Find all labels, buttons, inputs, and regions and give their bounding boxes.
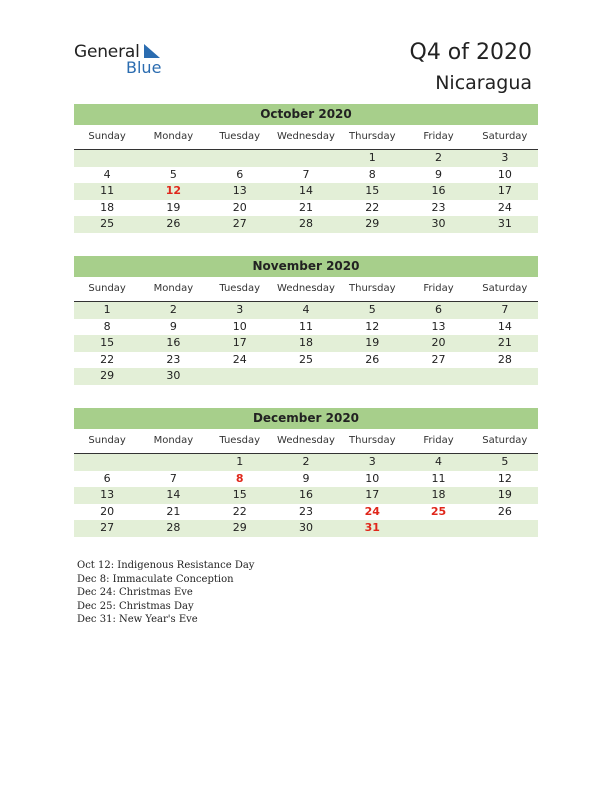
day-cell: [140, 454, 206, 471]
day-cell: 5: [169, 167, 177, 181]
weekday-label: Tuesday: [219, 283, 261, 294]
day-cell: 7: [501, 303, 509, 316]
day-cell: 23: [298, 504, 313, 518]
week-row: [74, 454, 538, 471]
day-cell: [74, 454, 140, 471]
day-cell: 10: [365, 471, 380, 485]
day-cell: 6: [103, 471, 111, 485]
weekday-label: Saturday: [482, 283, 528, 294]
day-cell: 27: [100, 521, 115, 535]
day-cell: 23: [431, 200, 446, 214]
day-cell: 15: [100, 336, 115, 350]
week-row: [74, 200, 538, 217]
day-cell: 27: [232, 217, 247, 231]
weekday-label: Sunday: [88, 131, 126, 142]
day-cell: 18: [100, 200, 115, 214]
weekday-label: Sunday: [88, 435, 126, 446]
week-row: [74, 150, 538, 167]
day-cell: 6: [236, 167, 244, 181]
day-cell: 13: [232, 184, 247, 198]
day-cell: 7: [169, 471, 177, 485]
day-cell: 13: [431, 319, 446, 333]
day-cell: 30: [166, 369, 181, 383]
day-cell: [273, 150, 339, 167]
day-cell: [472, 520, 538, 537]
day-cell: 16: [166, 336, 181, 350]
day-cell: 14: [298, 184, 313, 198]
day-cell: 6: [435, 303, 443, 316]
day-cell: 20: [100, 504, 115, 518]
weekday-label: Saturday: [482, 131, 528, 142]
day-cell: 27: [431, 352, 446, 366]
day-cell: 7: [302, 167, 310, 181]
day-cell: 2: [169, 303, 177, 316]
day-cell: [207, 150, 273, 167]
holiday-note: Dec 24: Christmas Eve: [77, 587, 193, 599]
day-cell: 11: [100, 184, 115, 198]
day-cell: 28: [497, 352, 512, 366]
day-cell: 1: [236, 455, 244, 468]
holiday-note: Oct 12: Indigenous Resistance Day: [77, 560, 255, 571]
week-row: [74, 167, 538, 184]
holiday-note: Dec 31: New Year's Eve: [77, 614, 198, 626]
day-cell: 11: [298, 319, 313, 333]
day-cell: 10: [232, 319, 247, 333]
weekday-label: Friday: [423, 283, 454, 294]
day-cell: 24: [364, 504, 380, 518]
day-cell: 29: [232, 521, 247, 535]
weekday-header-row: [74, 281, 538, 302]
week-row: [74, 302, 538, 319]
day-cell: 21: [497, 336, 512, 350]
day-cell: 3: [501, 151, 509, 164]
week-row: [74, 352, 538, 369]
weekday-label: Tuesday: [219, 131, 261, 142]
weekday-label: Monday: [153, 435, 194, 446]
day-cell: 8: [368, 167, 376, 181]
day-cell: 31: [364, 521, 380, 535]
weekday-label: Saturday: [482, 435, 528, 446]
day-cell: 16: [431, 184, 446, 198]
page-title: Q4 of 2020: [409, 40, 532, 65]
day-cell: 4: [103, 167, 111, 181]
day-cell: [273, 368, 339, 385]
day-cell: 22: [365, 200, 380, 214]
day-cell: 17: [232, 336, 247, 350]
day-cell: 13: [100, 488, 115, 502]
week-row: [74, 504, 538, 521]
day-cell: [74, 150, 140, 167]
month-calendar: [74, 104, 538, 233]
month-title: November 2020: [74, 256, 538, 277]
week-row: [74, 471, 538, 488]
day-cell: 30: [431, 217, 446, 231]
day-cell: 19: [497, 488, 512, 502]
day-cell: 5: [501, 455, 509, 468]
day-cell: 9: [435, 167, 443, 181]
day-cell: 24: [497, 200, 512, 214]
day-cell: 29: [100, 369, 115, 383]
day-cell: 30: [298, 521, 313, 535]
month-title: October 2020: [74, 104, 538, 125]
weekday-label: Tuesday: [219, 435, 261, 446]
day-cell: 1: [368, 151, 376, 164]
weekday-label: Wednesday: [277, 131, 335, 142]
day-cell: 14: [166, 488, 181, 502]
weekday-label: Friday: [423, 435, 454, 446]
holiday-note: Dec 25: Christmas Day: [77, 600, 194, 612]
day-cell: 15: [232, 488, 247, 502]
day-cell: 21: [166, 504, 181, 518]
day-cell: 22: [100, 352, 115, 366]
day-cell: 11: [431, 471, 446, 485]
weekday-label: Thursday: [349, 435, 396, 446]
week-row: [74, 335, 538, 352]
day-cell: 24: [232, 352, 247, 366]
weekday-label: Friday: [423, 131, 454, 142]
day-cell: 16: [298, 488, 313, 502]
country-subtitle: Nicaragua: [435, 72, 532, 94]
day-cell: 2: [435, 151, 443, 164]
day-cell: 28: [166, 521, 181, 535]
day-cell: 17: [365, 488, 380, 502]
day-cell: 20: [232, 200, 247, 214]
day-cell: 9: [169, 319, 177, 333]
weekday-label: Monday: [153, 283, 194, 294]
day-cell: 26: [497, 504, 512, 518]
day-cell: 21: [298, 200, 313, 214]
day-cell: [405, 368, 471, 385]
weekday-header-row: [74, 433, 538, 454]
week-row: [74, 368, 538, 385]
week-row: [74, 520, 538, 537]
week-row: [74, 319, 538, 336]
day-cell: 9: [302, 471, 310, 485]
weekday-label: Wednesday: [277, 435, 335, 446]
month-title: December 2020: [74, 408, 538, 429]
day-cell: 14: [497, 319, 512, 333]
month-calendar: [74, 408, 538, 537]
week-row: [74, 216, 538, 233]
day-cell: 17: [497, 184, 512, 198]
day-cell: 29: [365, 217, 380, 231]
holiday-notes: [77, 559, 254, 627]
weekday-label: Thursday: [349, 283, 396, 294]
day-cell: 18: [298, 336, 313, 350]
day-cell: 8: [235, 471, 244, 485]
day-cell: [207, 368, 273, 385]
weekday-label: Monday: [153, 131, 194, 142]
day-cell: 23: [166, 352, 181, 366]
logo-blue-text: Blue: [126, 58, 162, 77]
day-cell: 20: [431, 336, 446, 350]
day-cell: 10: [497, 167, 512, 181]
day-cell: 15: [365, 184, 380, 198]
day-cell: 31: [497, 217, 512, 231]
week-row: [74, 183, 538, 200]
day-cell: 18: [431, 488, 446, 502]
weekday-label: Wednesday: [277, 283, 335, 294]
holiday-note: Dec 8: Immaculate Conception: [77, 573, 234, 585]
logo-general-text: General: [74, 42, 140, 62]
day-cell: [405, 520, 471, 537]
day-cell: 26: [365, 352, 380, 366]
day-cell: [140, 150, 206, 167]
week-row: [74, 487, 538, 504]
day-cell: 22: [232, 504, 247, 518]
day-cell: 25: [430, 504, 447, 518]
logo: [74, 40, 174, 80]
day-cell: 3: [368, 455, 376, 468]
day-cell: 25: [100, 217, 115, 231]
day-cell: 4: [435, 455, 443, 468]
day-cell: [339, 368, 405, 385]
month-calendar: [74, 256, 538, 385]
day-cell: 12: [165, 184, 182, 198]
day-cell: 5: [368, 303, 376, 316]
day-cell: 28: [298, 217, 313, 231]
weekday-label: Thursday: [349, 131, 396, 142]
day-cell: 19: [166, 200, 181, 214]
day-cell: 8: [103, 319, 111, 333]
day-cell: 2: [302, 455, 310, 468]
day-cell: 3: [236, 303, 244, 316]
day-cell: 12: [497, 471, 512, 485]
day-cell: 12: [365, 319, 380, 333]
day-cell: 25: [298, 352, 313, 366]
day-cell: 4: [302, 303, 310, 316]
day-cell: 1: [103, 303, 111, 316]
day-cell: 26: [166, 217, 181, 231]
weekday-header-row: [74, 129, 538, 150]
day-cell: 19: [365, 336, 380, 350]
weekday-label: Sunday: [88, 283, 126, 294]
day-cell: [472, 368, 538, 385]
